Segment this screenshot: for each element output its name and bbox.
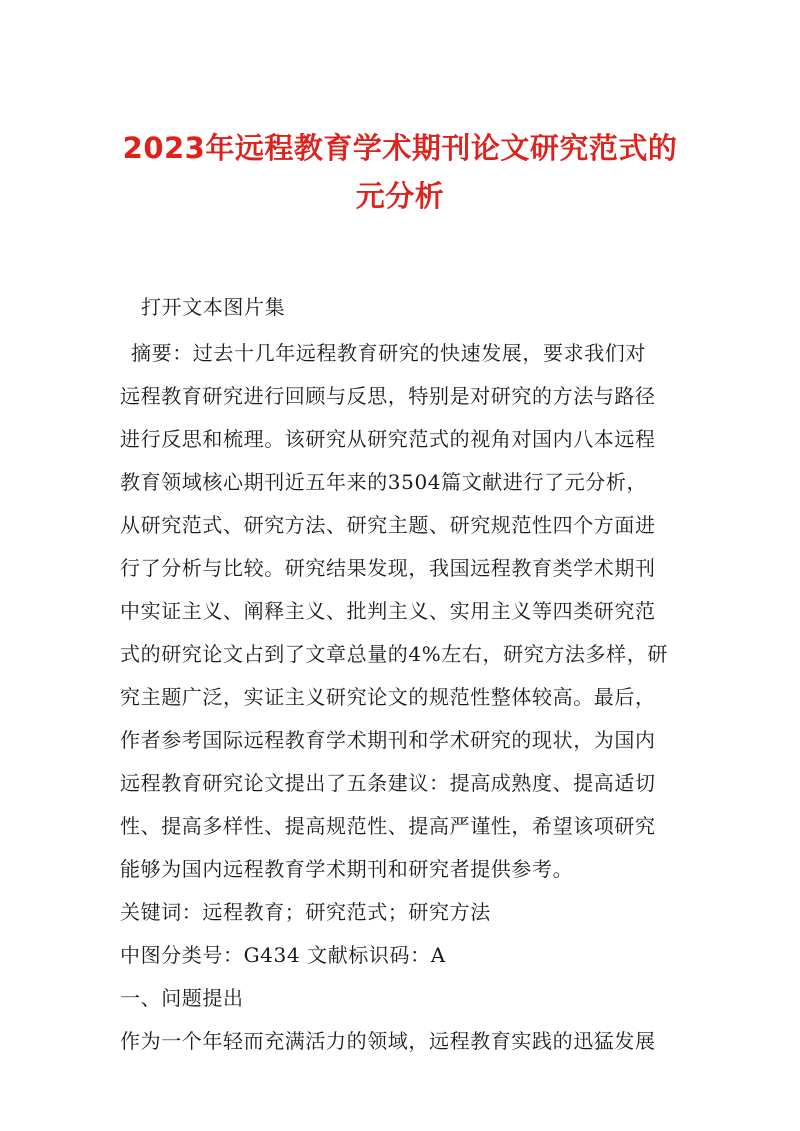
keywords-line: 关键词：远程教育；研究范式；研究方法: [120, 900, 491, 924]
abstract-line-6: 行了分析与比较。研究结果发现，我国远程教育类学术期刊: [120, 556, 656, 580]
abstract-line-11: 远程教育研究论文提出了五条建议：提高成熟度、提高适切: [120, 771, 656, 795]
abstract-line-7: 中实证主义、阐释主义、批判主义、实用主义等四类研究范: [120, 599, 656, 623]
document-title-line-2: 元分析: [355, 179, 445, 213]
abstract-line-13: 能够为国内远程教育学术期刊和研究者提供参考。: [120, 857, 574, 881]
classification-line: 中图分类号：G434 文献标识码：A: [120, 943, 446, 967]
abstract-line-5: 从研究范式、研究方法、研究主题、研究规范性四个方面进: [120, 513, 656, 537]
abstract-line-9: 究主题广泛，实证主义研究论文的规范性整体较高。最后，: [120, 685, 656, 709]
abstract-line-10: 作者参考国际远程教育学术期刊和学术研究的现状，为国内: [120, 728, 656, 752]
section-heading: 一、问题提出: [120, 986, 244, 1010]
abstract-line-12: 性、提高多样性、提高规范性、提高严谨性，希望该项研究: [120, 814, 656, 838]
image-set-link[interactable]: 打开文本图片集: [141, 295, 286, 319]
body-line-1: 作为一个年轻而充满活力的领域，远程教育实践的迅猛发展: [120, 1029, 656, 1053]
abstract-line-3: 进行反思和梳理。该研究从研究范式的视角对国内八本远程: [120, 427, 656, 451]
abstract-line-8: 式的研究论文占到了文章总量的4%左右，研究方法多样，研: [120, 642, 668, 666]
abstract-line-1: 摘要：过去十几年远程教育研究的快速发展，要求我们对: [131, 341, 646, 365]
abstract-line-4: 教育领域核心期刊近五年来的3504篇文献进行了元分析，: [120, 470, 648, 494]
document-title-line-1: 2023年远程教育学术期刊论文研究范式的: [122, 131, 678, 165]
abstract-line-2: 远程教育研究进行回顾与反思，特别是对研究的方法与路径: [120, 384, 656, 408]
